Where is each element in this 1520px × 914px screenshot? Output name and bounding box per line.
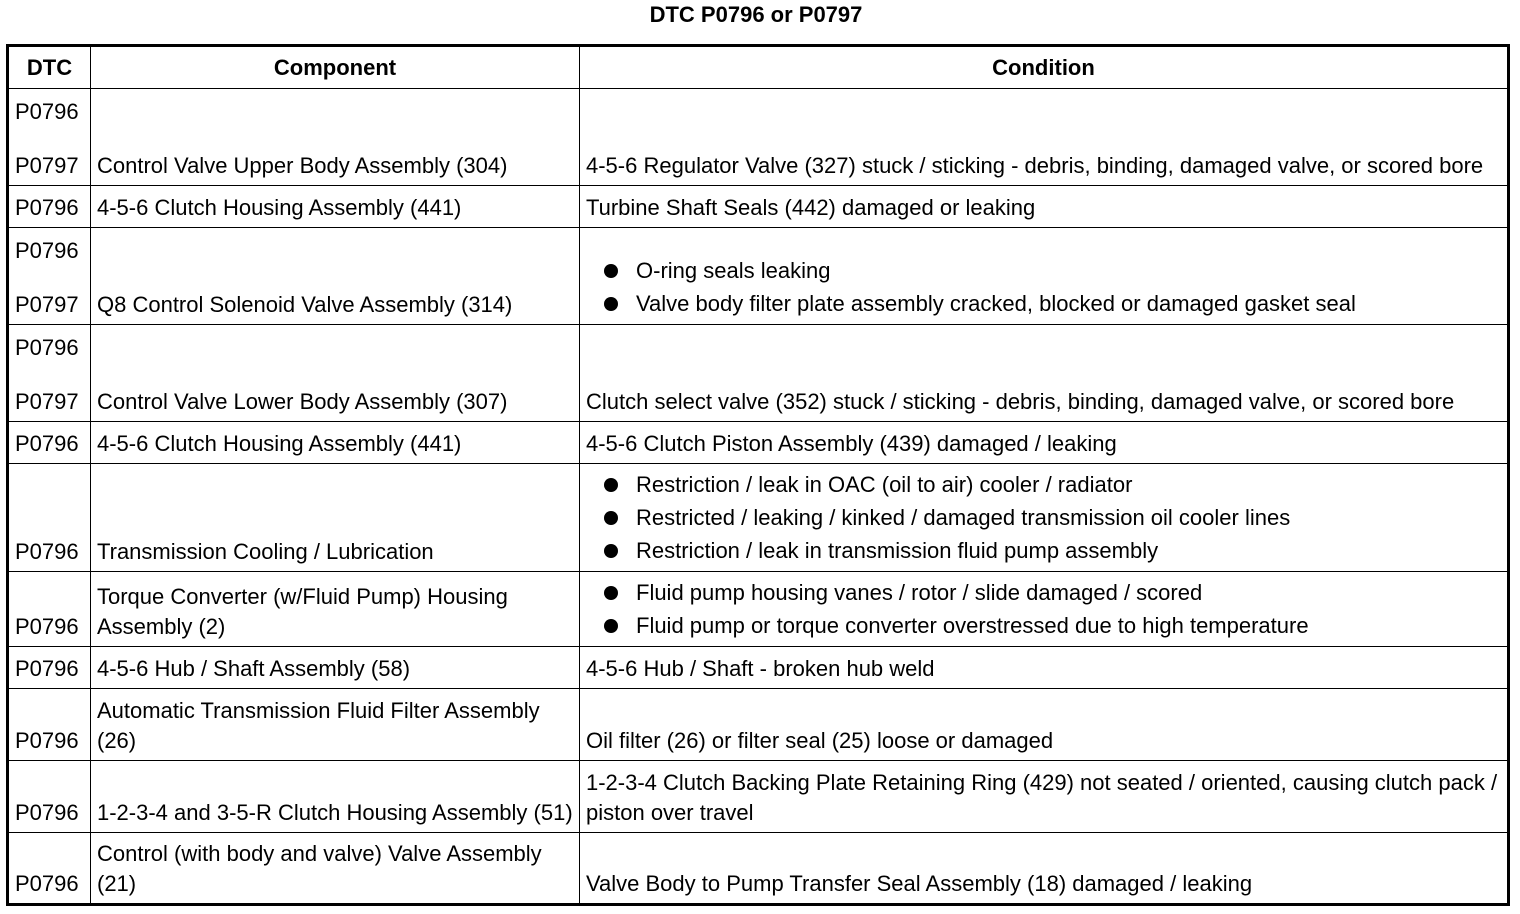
table-row <box>8 833 1509 905</box>
condition-bullet: Fluid pump or torque converter overstressed due to high temperature <box>600 609 1501 642</box>
dtc-code: P0796 <box>15 195 79 220</box>
dtc-code: P0796 <box>15 871 79 896</box>
page-title: DTC P0796 or P0797 <box>649 2 863 27</box>
dtc-code: P0796 <box>15 539 79 564</box>
component-cell: 4-5-6 Clutch Housing Assembly (441) <box>91 186 580 228</box>
table-header-row <box>8 46 1509 89</box>
table-row <box>8 647 1509 689</box>
dtc-table <box>6 44 1510 906</box>
condition-bullet: Fluid pump housing vanes / rotor / slide damaged / scored <box>600 576 1501 609</box>
dtc-code: P0796 <box>15 614 79 639</box>
table-row <box>8 422 1509 464</box>
condition-cell <box>580 572 1509 647</box>
header-component: Component <box>91 46 580 89</box>
component-cell: 4-5-6 Clutch Housing Assembly (441) <box>91 422 580 464</box>
table-row <box>8 228 1509 325</box>
dtc-code: P0796 <box>15 99 79 124</box>
condition-bullet: Restriction / leak in transmission fluid pump assembly <box>600 534 1501 567</box>
condition-bullet: Valve body filter plate assembly cracked, blocked or damaged gasket seal <box>600 287 1501 320</box>
dtc-cell <box>8 572 91 647</box>
condition-cell: Oil filter (26) or filter seal (25) loose or damaged <box>580 689 1509 761</box>
condition-cell: Valve Body to Pump Transfer Seal Assembly (18) damaged / leaking <box>580 833 1509 905</box>
component-cell: Control Valve Upper Body Assembly (304) <box>91 89 580 186</box>
dtc-cell <box>8 89 91 186</box>
dtc-cell <box>8 422 91 464</box>
dtc-code: P0796 <box>15 335 79 360</box>
table-row <box>8 464 1509 572</box>
condition-bullet: Restriction / leak in OAC (oil to air) cooler / radiator <box>600 468 1501 501</box>
condition-cell: 1-2-3-4 Clutch Backing Plate Retaining Ring (429) not seated / oriented, causing clutch pack / piston over travel <box>580 761 1509 833</box>
dtc-cell <box>8 325 91 422</box>
component-cell: 4-5-6 Hub / Shaft Assembly (58) <box>91 647 580 689</box>
condition-cell <box>580 464 1509 572</box>
dtc-cell <box>8 647 91 689</box>
dtc-code: P0796 <box>15 431 79 456</box>
table-row <box>8 689 1509 761</box>
component-cell: Q8 Control Solenoid Valve Assembly (314) <box>91 228 580 325</box>
table-row <box>8 572 1509 647</box>
dtc-code: P0797 <box>15 292 79 317</box>
table-row <box>8 761 1509 833</box>
dtc-code: P0796 <box>15 800 79 825</box>
header-dtc: DTC <box>8 46 91 89</box>
dtc-cell <box>8 761 91 833</box>
condition-cell: 4-5-6 Hub / Shaft - broken hub weld <box>580 647 1509 689</box>
dtc-cell <box>8 689 91 761</box>
condition-bullet: Restricted / leaking / kinked / damaged transmission oil cooler lines <box>600 501 1501 534</box>
component-cell: 1-2-3-4 and 3-5-R Clutch Housing Assembly (51) <box>91 761 580 833</box>
table-row <box>8 325 1509 422</box>
component-cell: Control (with body and valve) Valve Assembly (21) <box>91 833 580 905</box>
condition-cell: 4-5-6 Clutch Piston Assembly (439) damaged / leaking <box>580 422 1509 464</box>
condition-cell: Turbine Shaft Seals (442) damaged or leaking <box>580 186 1509 228</box>
dtc-code: P0797 <box>15 153 79 178</box>
condition-cell <box>580 228 1509 325</box>
dtc-cell <box>8 833 91 905</box>
condition-bullet-list <box>586 576 1501 642</box>
dtc-code: P0796 <box>15 728 79 753</box>
dtc-cell <box>8 464 91 572</box>
component-cell: Torque Converter (w/Fluid Pump) Housing Assembly (2) <box>91 572 580 647</box>
dtc-code: P0797 <box>15 389 79 414</box>
dtc-cell <box>8 186 91 228</box>
condition-cell: Clutch select valve (352) stuck / sticking - debris, binding, damaged valve, or scored bore <box>580 325 1509 422</box>
component-cell: Control Valve Lower Body Assembly (307) <box>91 325 580 422</box>
dtc-cell <box>8 228 91 325</box>
table-row <box>8 186 1509 228</box>
dtc-code: P0796 <box>15 656 79 681</box>
condition-cell: 4-5-6 Regulator Valve (327) stuck / sticking - debris, binding, damaged valve, or scored bore <box>580 89 1509 186</box>
table-row <box>8 89 1509 186</box>
dtc-code: P0796 <box>15 238 79 263</box>
condition-bullet: O-ring seals leaking <box>600 254 1501 287</box>
header-condition: Condition <box>580 46 1509 89</box>
condition-bullet-list <box>586 254 1501 320</box>
condition-bullet-list <box>586 468 1501 567</box>
component-cell: Automatic Transmission Fluid Filter Assembly (26) <box>91 689 580 761</box>
component-cell: Transmission Cooling / Lubrication <box>91 464 580 572</box>
